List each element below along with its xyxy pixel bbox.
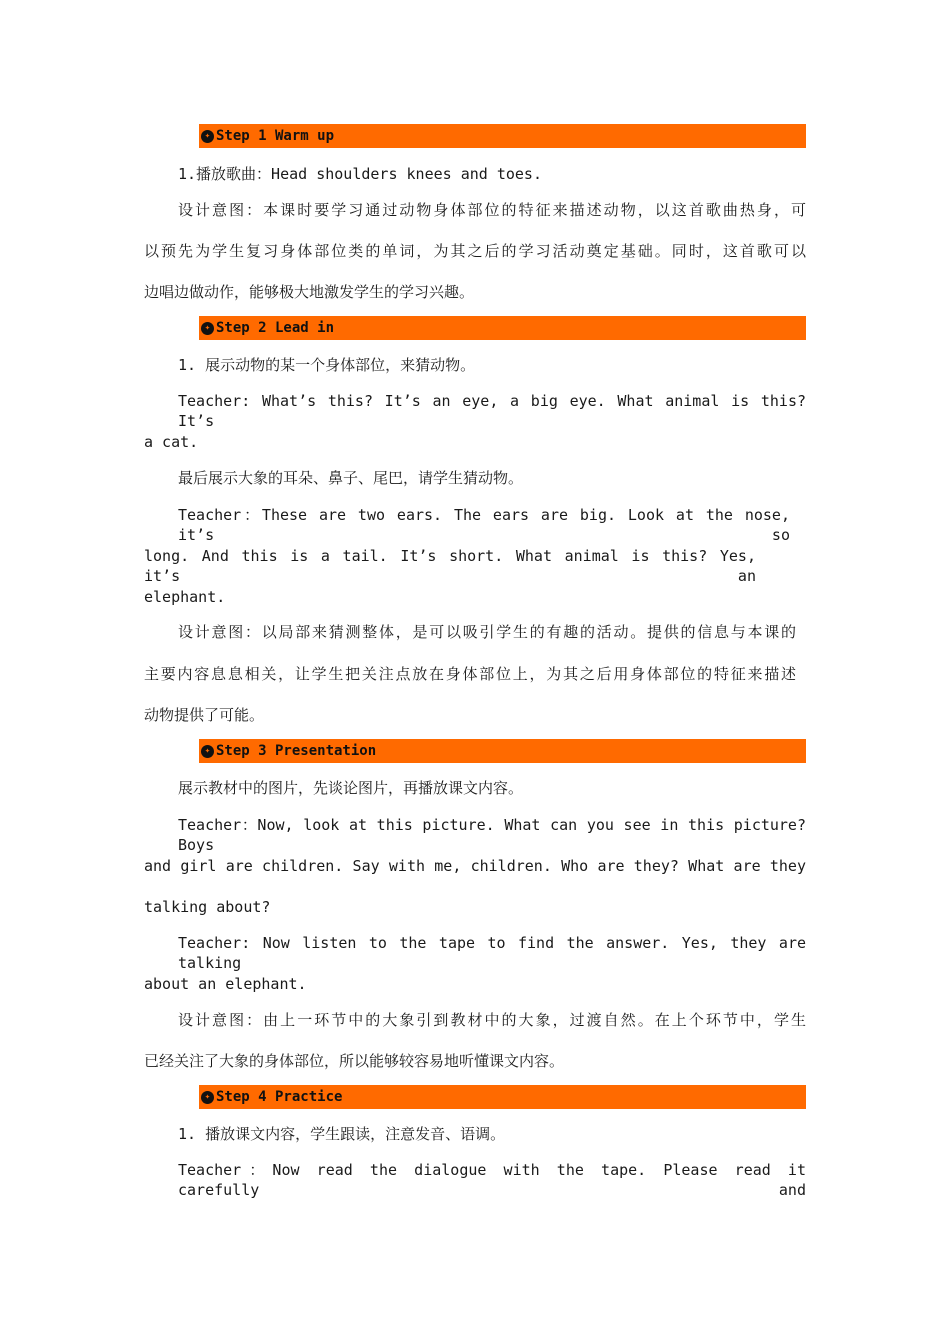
step3-teacher2-line2: about an elephant. xyxy=(144,975,307,993)
step2-teacher2-line3: elephant. xyxy=(144,588,226,606)
step2-item1: 1. 展示动物的某一个身体部位，来猜动物。 xyxy=(178,356,476,374)
step3-intro: 展示教材中的图片，先谈论图片，再播放课文内容。 xyxy=(178,779,524,797)
star-circle-icon: ✦ xyxy=(201,322,214,335)
step3-teacher1-line1: Teacher：Now, look at this picture. What can you see in this picture? Boys xyxy=(178,816,806,854)
step3-teacher1-line3: talking about? xyxy=(144,898,271,916)
step2-teacher2-line2: long. And this is a tail. It’s short. What animal is this? Yes, it’s an xyxy=(144,547,756,585)
step2-show: 最后展示大象的耳朵、鼻子、尾巴，请学生猜动物。 xyxy=(178,469,524,487)
step2-teacher1-line1: Teacher: What’s this? It’s an eye, a big eye. What animal is this? It’s xyxy=(178,392,806,430)
step3-teacher2-line1: Teacher: Now listen to the tape to find the answer. Yes, they are talking xyxy=(178,934,806,972)
step1-design-line3: 边唱边做动作，能够极大地激发学生的学习兴趣。 xyxy=(144,283,475,301)
step2-heading-bar xyxy=(199,316,806,340)
star-circle-icon: ✦ xyxy=(201,130,214,143)
star-circle-icon: ✦ xyxy=(201,1091,214,1104)
step3-design-line2: 已经关注了大象的身体部位，所以能够较容易地听懂课文内容。 xyxy=(144,1052,565,1070)
step4-teacher1-line1: Teacher：Now read the dialogue with the tape. Please read it carefully and xyxy=(178,1161,806,1199)
step2-heading: Step 2 Lead in xyxy=(216,320,335,336)
step4-heading: Step 4 Practice xyxy=(216,1089,343,1105)
step2-teacher1-line2: a cat. xyxy=(144,433,199,451)
step3-heading-bar xyxy=(199,739,806,763)
step2-design-line2: 主要内容息息相关，让学生把关注点放在身体部位上，为其之后用身体部位的特征来描述 xyxy=(144,665,796,683)
step2-teacher2-line1: Teacher：These are two ears. The ears are big. Look at the nose, it’s so xyxy=(178,506,790,544)
step3-teacher1-line2: and girl are children. Say with me, children. Who are they? What are they xyxy=(144,857,806,875)
step4-heading-bar xyxy=(199,1085,806,1109)
step1-item1: 1.播放歌曲：Head shoulders knees and toes. xyxy=(178,165,542,183)
step3-design-line1: 设计意图：由上一环节中的大象引到教材中的大象，过渡自然。在上个环节中，学生 xyxy=(178,1011,806,1029)
step1-heading-bar xyxy=(199,124,806,148)
step2-design-line3: 动物提供了可能。 xyxy=(144,706,265,724)
step1-design-line2: 以预先为学生复习身体部位类的单词，为其之后的学习活动奠定基础。同时，这首歌可以 xyxy=(144,242,806,260)
step3-heading: Step 3 Presentation xyxy=(216,743,377,759)
step1-design-line1: 设计意图：本课时要学习通过动物身体部位的特征来描述动物，以这首歌曲热身，可 xyxy=(178,201,806,219)
step4-item1: 1. 播放课文内容，学生跟读，注意发音、语调。 xyxy=(178,1125,506,1143)
star-circle-icon: ✦ xyxy=(201,745,214,758)
step1-heading: Step 1 Warm up xyxy=(216,128,335,144)
step2-design-line1: 设计意图：以局部来猜测整体，是可以吸引学生的有趣的活动。提供的信息与本课的 xyxy=(178,623,796,641)
